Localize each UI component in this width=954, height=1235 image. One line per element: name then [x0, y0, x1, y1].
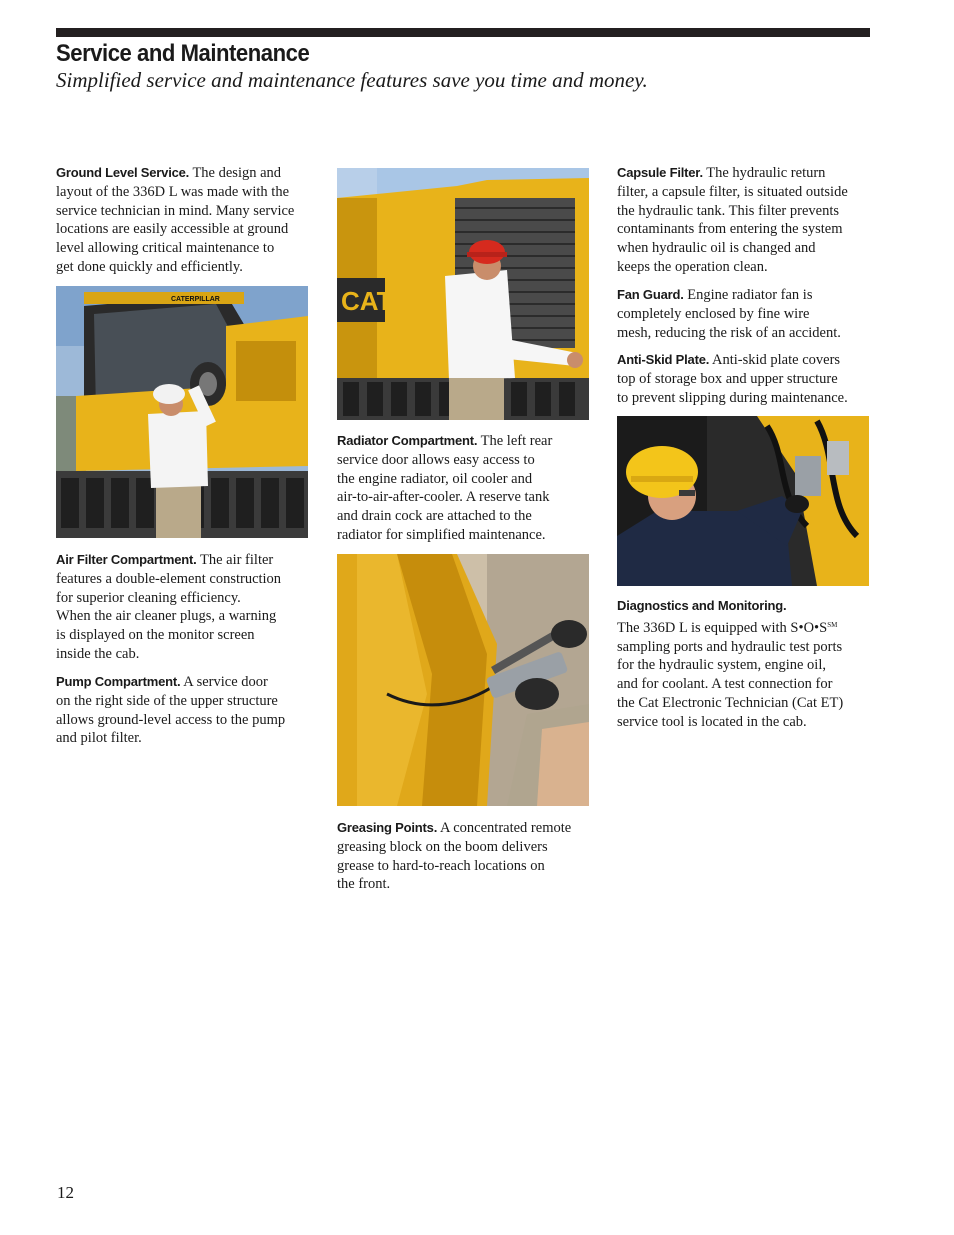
- air-filter-line-2: features a double-element construction: [56, 570, 282, 587]
- cab-logo-text: CATERPILLAR: [171, 296, 220, 303]
- sos-service-mark: SM: [827, 620, 838, 629]
- photo-greasing-points: [337, 554, 589, 806]
- ground-level-line-6: get done quickly and efficiently.: [56, 258, 243, 275]
- ground-level-line-5: level allowing critical maintenance to: [56, 240, 275, 257]
- photo-diagnostics-technician: [617, 416, 869, 586]
- pump-line-1: A service door: [183, 674, 268, 690]
- header-rule: [56, 28, 870, 37]
- section-air-filter-compartment: [56, 551, 281, 664]
- capsule-line-4: contaminants from entering the system: [617, 221, 843, 238]
- diagnostics-line-6: service tool is located in the cab.: [617, 713, 807, 730]
- greasing-line-3: grease to hard-to-reach locations on: [337, 857, 545, 874]
- section-diagnostics-monitoring: [617, 597, 843, 732]
- pump-lead: Pump Compartment.: [56, 674, 181, 689]
- greasing-line-4: the front.: [337, 876, 391, 893]
- radiator-line-6: radiator for simplified maintenance.: [337, 526, 546, 543]
- ground-level-line-2: layout of the 336D L was made with the: [56, 183, 290, 200]
- page-subtitle: Simplified service and maintenance features save you time and money.: [56, 68, 648, 92]
- radiator-line-1: The left rear: [480, 433, 553, 449]
- fan-guard-lead: Fan Guard.: [617, 287, 684, 302]
- anti-skid-lead: Anti-Skid Plate.: [617, 352, 710, 367]
- air-filter-line-5: is displayed on the monitor screen: [56, 627, 255, 644]
- page-number: 12: [57, 1183, 74, 1202]
- ground-level-lead: Ground Level Service.: [56, 165, 190, 180]
- air-filter-line-3: for superior cleaning efficiency.: [56, 589, 241, 606]
- fan-guard-line-3: mesh, reducing the risk of an accident.: [617, 324, 841, 341]
- diagnostics-line-5: the Cat Electronic Technician (Cat ET): [617, 694, 844, 711]
- air-filter-lead: Air Filter Compartment.: [56, 552, 197, 567]
- anti-skid-line-3: to prevent slipping during maintenance.: [617, 389, 848, 406]
- diagnostics-line-4: and for coolant. A test connection for: [617, 676, 833, 693]
- fan-guard-line-2: completely enclosed by fine wire: [617, 305, 810, 322]
- radiator-lead: Radiator Compartment.: [337, 433, 478, 448]
- air-filter-line-4: When the air cleaner plugs, a warning: [56, 608, 277, 625]
- photo-air-filter-technician: [56, 286, 308, 538]
- air-filter-line-6: inside the cab.: [56, 645, 140, 662]
- machine-logo-text: CAT: [341, 286, 393, 316]
- ground-level-line-4: locations are easily accessible at ground: [56, 221, 289, 238]
- pump-line-3: allows ground-level access to the pump: [56, 711, 286, 728]
- greasing-line-2: greasing block on the boom delivers: [337, 838, 548, 855]
- photo-radiator-compartment: [337, 168, 589, 420]
- section-radiator-compartment: [337, 432, 552, 545]
- radiator-line-2: service door allows easy access to: [337, 451, 535, 468]
- diagnostics-lead: Diagnostics and Monitoring.: [617, 598, 787, 613]
- section-ground-level-service: [56, 164, 294, 277]
- capsule-line-2: filter, a capsule filter, is situated outside: [617, 183, 848, 200]
- section-pump-compartment: [56, 673, 285, 748]
- diagnostics-line-1: [617, 616, 843, 638]
- section-fan-guard: [617, 286, 841, 342]
- page-title: Service and Maintenance: [56, 40, 310, 67]
- capsule-line-3: the hydraulic tank. This filter prevents: [617, 202, 840, 219]
- ground-level-line-1: The design and: [192, 165, 282, 181]
- radiator-line-3: the engine radiator, oil cooler and: [337, 470, 533, 487]
- diagnostics-line-2: sampling ports and hydraulic test ports: [617, 638, 843, 655]
- fan-guard-line-1: Engine radiator fan is: [687, 287, 813, 303]
- radiator-line-4: air-to-air-after-cooler. A reserve tank: [337, 489, 550, 506]
- ground-level-line-3: service technician in mind. Many service: [56, 202, 295, 219]
- capsule-lead: Capsule Filter.: [617, 165, 703, 180]
- diagnostics-line-3: for the hydraulic system, engine oil,: [617, 657, 826, 674]
- greasing-lead: Greasing Points.: [337, 820, 438, 835]
- capsule-line-1: The hydraulic return: [706, 165, 826, 181]
- capsule-line-5: when hydraulic oil is changed and: [617, 240, 816, 257]
- diagnostics-line-1-text: The 336D L is equipped with S•O•S: [617, 619, 828, 636]
- section-anti-skid-plate: [617, 351, 848, 407]
- anti-skid-line-2: top of storage box and upper structure: [617, 370, 838, 387]
- anti-skid-line-1: Anti-skid plate covers: [711, 352, 841, 368]
- pump-line-2: on the right side of the upper structure: [56, 692, 278, 709]
- capsule-line-6: keeps the operation clean.: [617, 258, 768, 275]
- section-capsule-filter: [617, 164, 848, 277]
- pump-line-4: and pilot filter.: [56, 730, 142, 747]
- radiator-line-5: and drain cock are attached to the: [337, 508, 532, 525]
- air-filter-line-1: The air filter: [199, 552, 274, 568]
- section-greasing-points: [337, 819, 571, 894]
- greasing-line-1: A concentrated remote: [439, 820, 572, 836]
